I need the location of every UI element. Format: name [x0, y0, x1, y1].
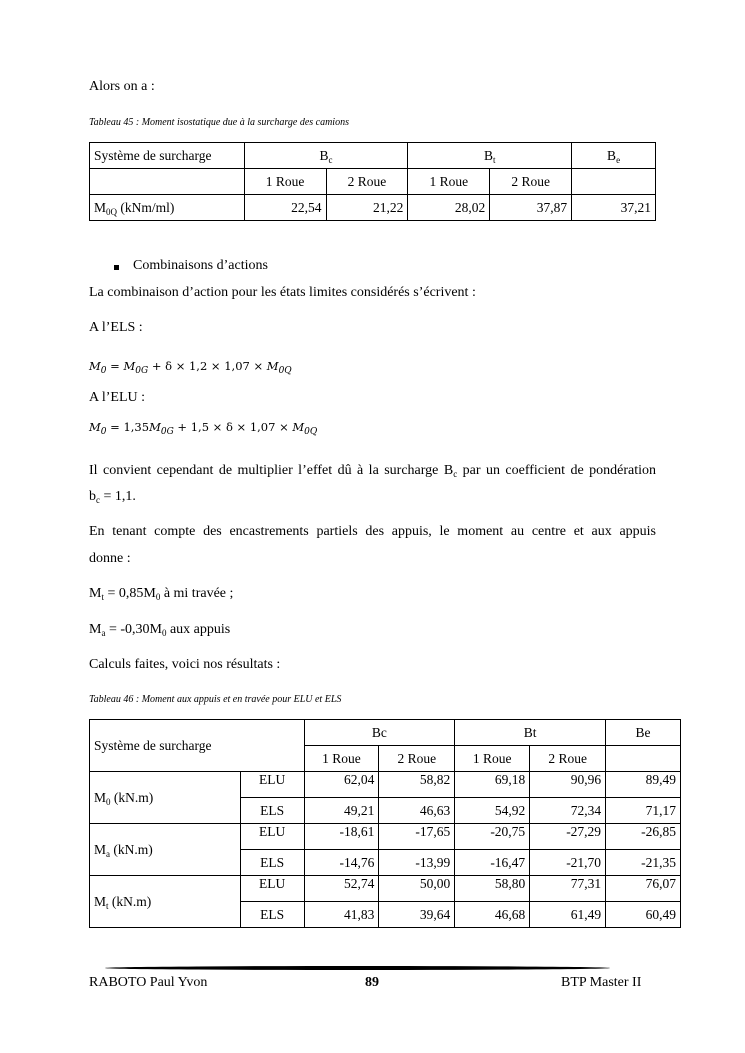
bullet-title: Combinaisons d’actions — [133, 258, 268, 273]
table46-state-label: ELS — [240, 850, 304, 876]
table45-subheader: 2 Roue — [490, 169, 572, 195]
para2-line2: donne : — [89, 551, 131, 566]
table46-value: 61,49 — [530, 902, 606, 928]
table45-value: 21,22 — [326, 195, 408, 221]
table46-value: -16,47 — [455, 850, 530, 876]
table46-value: 89,49 — [606, 772, 681, 798]
table46-value: 46,63 — [379, 798, 455, 824]
table46-row-label-mt: $M_t$ (kN.m) — [90, 876, 241, 928]
mt-line: $M_t = 0,85M_0$ à mi travée ; — [89, 586, 234, 602]
para2-line1: En tenant compte des encastrements partiels des appuis, le moment au centre et aux appuis — [89, 524, 656, 539]
table45-bt-header: $B_t$ — [408, 143, 572, 169]
table46-value: 46,68 — [455, 902, 530, 928]
table46-state-label: ELU — [240, 876, 304, 902]
combination-text: La combinaison d’action pour les états limites considérés s’écrivent : — [89, 285, 476, 300]
table46-value: -27,29 — [530, 824, 606, 850]
table46-value: 69,18 — [455, 772, 530, 798]
table46-caption: Tableau 46 : Moment aux appuis et en travée pour ELU et ELS — [89, 694, 342, 705]
table46-value: 39,64 — [379, 902, 455, 928]
table46 — [89, 719, 681, 928]
table46-value: 72,34 — [530, 798, 606, 824]
table45-empty-cell — [90, 169, 245, 195]
table46-subheader: 2 Roue — [379, 746, 455, 772]
table46-bc-header: Bc — [304, 720, 455, 746]
table46-row-label-m0: $M_0$ (kN.m) — [90, 772, 241, 824]
table46-empty-cell — [606, 746, 681, 772]
table46-value: -17,65 — [379, 824, 455, 850]
table46-value: 41,83 — [304, 902, 379, 928]
table46-value: 50,00 — [379, 876, 455, 902]
table46-value: 90,96 — [530, 772, 606, 798]
table46-be-header: Be — [606, 720, 681, 746]
table46-value: -26,85 — [606, 824, 681, 850]
table45-empty-cell — [572, 169, 656, 195]
table46-value: -21,70 — [530, 850, 606, 876]
table46-value: -18,61 — [304, 824, 379, 850]
table45-value: 37,21 — [572, 195, 656, 221]
footer-program: BTP Master II — [561, 975, 642, 990]
table45-caption: Tableau 45 : Moment isostatique due à la surcharge des camions — [89, 117, 349, 128]
table46-value: 49,21 — [304, 798, 379, 824]
table45 — [89, 142, 656, 221]
table46-system-header: Système de surcharge — [90, 720, 305, 772]
table46-state-label: ELS — [240, 798, 304, 824]
table45-value: 37,87 — [490, 195, 572, 221]
table46-bt-header: Bt — [455, 720, 606, 746]
table46-state-label: ELS — [240, 902, 304, 928]
table46-state-label: ELU — [240, 824, 304, 850]
table46-value: 71,17 — [606, 798, 681, 824]
table46-value: 54,92 — [455, 798, 530, 824]
footer-page-number: 89 — [365, 975, 379, 990]
table45-value: 28,02 — [408, 195, 490, 221]
table46-value: -20,75 — [455, 824, 530, 850]
intro-text: Alors on a : — [89, 79, 155, 94]
table45-subheader: 2 Roue — [326, 169, 408, 195]
table46-value: -21,35 — [606, 850, 681, 876]
table46-value: -14,76 — [304, 850, 379, 876]
results-intro: Calculs faites, voici nos résultats : — [89, 657, 281, 672]
table46-value: 58,80 — [455, 876, 530, 902]
elu-formula: $M_0 = 1,35M_{0G} + 1,5 \times \delta \times 1,07 \times M_{0Q}$ — [89, 420, 318, 437]
table46-value: -13,99 — [379, 850, 455, 876]
elu-label: A l’ELU : — [89, 390, 145, 405]
table46-value: 77,31 — [530, 876, 606, 902]
para1-line2: $b_c = 1,1$. — [89, 489, 136, 505]
table46-value: 76,07 — [606, 876, 681, 902]
table45-value: 22,54 — [244, 195, 326, 221]
table45-subheader: 1 Roue — [244, 169, 326, 195]
para1-line1: Il convient cependant de multiplier l’effet dû à la surcharge $B_c$ par un coefficient de pondération — [89, 463, 656, 479]
table45-system-header: Système de surcharge — [90, 143, 245, 169]
table45-be-header: $B_e$ — [572, 143, 656, 169]
ma-line: $M_a = -0,30M_0$ aux appuis — [89, 622, 231, 638]
table46-subheader: 1 Roue — [455, 746, 530, 772]
table45-row-label: $M_{0Q}$ (kNm/ml) — [90, 195, 245, 221]
els-label: A l’ELS : — [89, 320, 143, 335]
table46-subheader: 2 Roue — [530, 746, 606, 772]
table46-state-label: ELU — [240, 772, 304, 798]
footer-divider — [105, 966, 610, 970]
table46-subheader: 1 Roue — [304, 746, 379, 772]
table45-bc-header: $B_c$ — [244, 143, 408, 169]
table45-subheader: 1 Roue — [408, 169, 490, 195]
table46-value: 52,74 — [304, 876, 379, 902]
bullet-icon — [114, 265, 119, 270]
table46-row-label-ma: $M_a$ (kN.m) — [90, 824, 241, 876]
table46-value: 58,82 — [379, 772, 455, 798]
footer-author: RABOTO Paul Yvon — [89, 975, 208, 990]
table46-value: 62,04 — [304, 772, 379, 798]
els-formula: $M_0 = M_{0G} + \delta \times 1,2 \times 1,07 \times M_{0Q}$ — [89, 359, 292, 376]
table46-value: 60,49 — [606, 902, 681, 928]
